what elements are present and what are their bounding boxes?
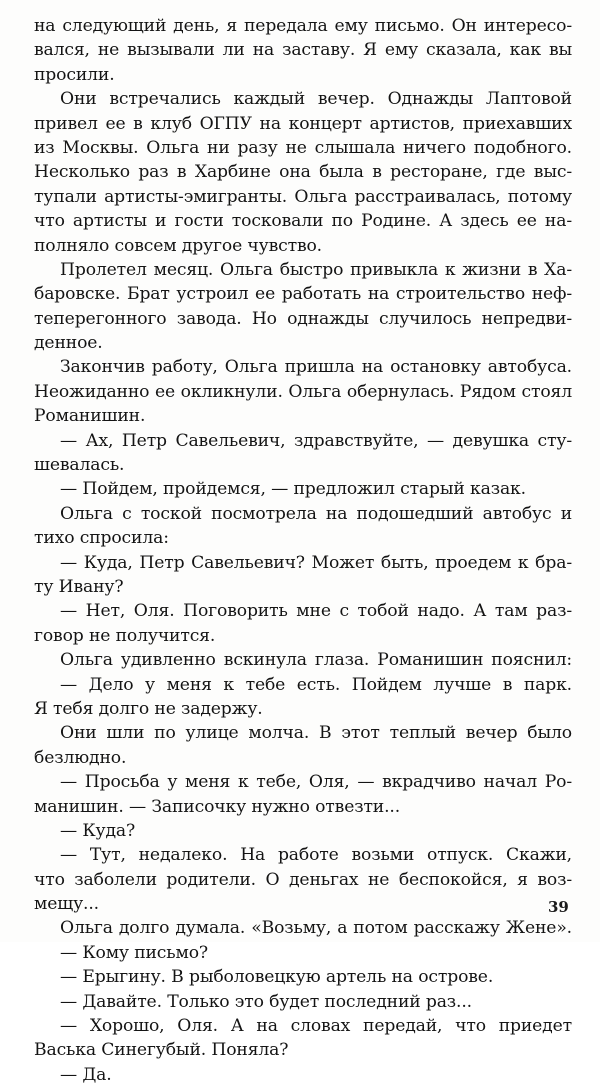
text-line: денное. <box>34 333 103 354</box>
text-line: — Нет, Оля. Поговорить мне с тобой надо. А там раз- <box>60 601 572 622</box>
text-line: Они шли по улице молча. В этот теплый вечер было <box>60 723 572 744</box>
text-line: шевалась. <box>34 455 125 476</box>
text-line: что артисты и гости тосковали по Родине. А здесь ее на- <box>34 211 572 232</box>
text-line: Пролетел месяц. Ольга быстро привыкла к жизни в Ха- <box>60 259 572 280</box>
text-line: Романишин. <box>34 406 146 427</box>
text-line: баровске. Брат устроил ее работать на строительство неф- <box>34 284 572 305</box>
text-line: безлюдно. <box>34 747 127 768</box>
text-line: — Тут, недалеко. На работе возьми отпуск. Скажи, <box>60 845 572 866</box>
text-line: манишин. — Записочку нужно отвезти... <box>34 796 401 817</box>
text-line: — Пойдем, пройдемся, — предложил старый казак. <box>60 479 526 500</box>
text-line: — Кому письмо? <box>60 942 208 963</box>
text-line: мещу... <box>34 894 99 915</box>
text-line: Неожиданно ее окликнули. Ольга обернулась. Рядом стоял <box>34 381 572 402</box>
text-line: говор не получится. <box>34 625 216 646</box>
text-line: — Ах, Петр Савельевич, здравствуйте, — девушка сту- <box>60 430 572 451</box>
text-line: Несколько раз в Харбине она была в ресторане, где выс- <box>34 162 572 183</box>
text-line: Закончив работу, Ольга пришла на остановку автобуса. <box>60 357 572 378</box>
page-number: 39 <box>548 898 569 916</box>
text-line: тупали артисты-эмигранты. Ольга расстраивалась, потому <box>34 186 572 207</box>
text-line: Васька Синегубый. Поняла? <box>34 1040 289 1061</box>
text-line: Они встречались каждый вечер. Однажды Лаптовой <box>60 89 572 110</box>
text-line: Ольга долго думала. «Возьму, а потом расскажу Жене». <box>60 918 572 939</box>
text-line: теперегонного завода. Но однажды случилось непредви- <box>34 308 572 329</box>
text-line: Ольга с тоской посмотрела на подошедший автобус и <box>60 503 572 524</box>
text-line: — Да. <box>60 1064 112 1085</box>
body-text <box>34 14 572 1087</box>
text-line: ту Ивану? <box>34 576 124 597</box>
text-line: — Просьба у меня к тебе, Оля, — вкрадчиво начал Ро- <box>60 772 572 793</box>
text-line: Ольга удивленно вскинула глаза. Романишин пояснил: <box>60 650 572 671</box>
text-line: вался, не вызывали ли на заставу. Я ему сказала, как вы <box>34 40 572 61</box>
text-line: привел ее в клуб ОГПУ на концерт артистов, приехавших <box>34 113 572 134</box>
text-line: из Москвы. Ольга ни разу не слышала ничего подобного. <box>34 137 572 158</box>
text-line: что заболели родители. О деньгах не беспокойся, я воз- <box>34 869 572 890</box>
text-line: — Куда, Петр Савельевич? Может быть, проедем к бра- <box>60 552 572 573</box>
text-line: тихо спросила: <box>34 528 169 549</box>
text-line: — Куда? <box>60 820 136 841</box>
text-line: Я тебя долго не задержу. <box>34 698 263 719</box>
text-line: просили. <box>34 64 115 85</box>
text-line: — Хорошо, Оля. А на словах передай, что приедет <box>60 1016 572 1037</box>
text-line: — Ерыгину. В рыболовецкую артель на острове. <box>60 967 494 988</box>
text-line: полняло совсем другое чувство. <box>34 235 322 256</box>
text-line: на следующий день, я передала ему письмо. Он интересо- <box>34 16 572 36</box>
text-line: — Давайте. Только это будет последний раз... <box>60 991 472 1012</box>
text-line: — Дело у меня к тебе есть. Пойдем лучше в парк. <box>60 674 572 695</box>
